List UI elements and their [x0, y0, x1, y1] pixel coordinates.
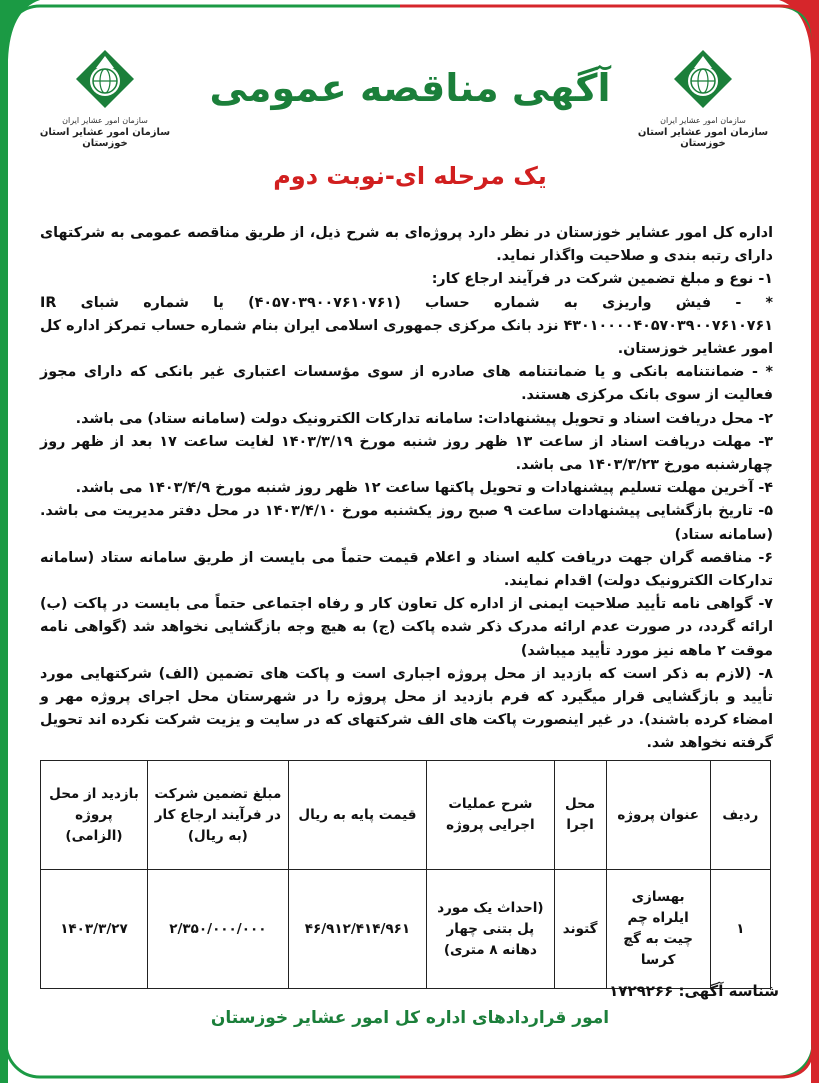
table-cell: ۱: [710, 870, 770, 989]
notice-body: [40, 222, 773, 756]
table-cell: ۱۴۰۳/۳/۲۷: [41, 870, 148, 989]
logo-org-line2: سازمان امور عشایر استان خوزستان: [39, 127, 171, 149]
project-table: [40, 760, 771, 989]
table-header-row: [41, 761, 771, 870]
table-cell: گتوند: [554, 870, 606, 989]
table-header-cell: ردیف: [710, 761, 770, 870]
body-paragraph: ۱- نوع و مبلغ تضمین شرکت در فرآیند ارجاع کار:: [431, 271, 773, 288]
table-header-cell: محل اجرا: [554, 761, 606, 870]
table-cell: ۲/۳۵۰/۰۰۰/۰۰۰: [147, 870, 288, 989]
globe-emblem-icon: [672, 48, 734, 110]
body-paragraph: * - ضمانتنامه بانکی و یا ضمانتنامه های صادره از سوی مؤسسات اعتباری غیر بانکی که دارای مجوز فعالیت از سوی بانک مرکزی هستند.: [40, 364, 773, 404]
table-cell: ۴۶/۹۱۲/۴۱۴/۹۶۱: [288, 870, 426, 989]
logo-left: [30, 48, 180, 149]
logo-org-line1: سازمان امور عشایر ایران: [660, 116, 746, 125]
table-header-cell: بازدید از محل پروژه (الزامی): [41, 761, 148, 870]
body-paragraph: ۵- تاریخ بازگشایی پیشنهادات ساعت ۹ صبح روز یکشنبه مورخ ۱۴۰۳/۴/۱۰ در محل دفتر مدیریت می باشد. (سامانه ستاد): [40, 503, 773, 543]
table-header-cell: عنوان پروژه: [606, 761, 710, 870]
body-paragraph: ۲- محل دریافت اسناد و تحویل پیشنهادات: سامانه تدارکات الکترونیک دولت (سامانه ستاد) می باشد.: [75, 410, 773, 427]
page-title: آگهی مناقصه عمومی: [209, 66, 611, 110]
logo-org-line2: سازمان امور عشایر استان خوزستان: [637, 127, 769, 149]
ad-identifier: شناسه آگهی: ۱۷۲۹۲۶۶: [609, 982, 779, 1000]
logo-org-line1: سازمان امور عشایر ایران: [62, 116, 148, 125]
globe-emblem-icon: [74, 48, 136, 110]
page-subtitle: یک مرحله ای-نوبت دوم: [273, 162, 547, 190]
body-paragraph: ۳- مهلت دریافت اسناد از ساعت ۱۳ ظهر روز شنبه مورخ ۱۴۰۳/۳/۱۹ لغایت ساعت ۱۷ بعد از ظهر روز چهارشنبه مورخ ۱۴۰۳/۳/۲۳ می باشد.: [40, 433, 773, 474]
table-cell: بهسازی ایلراه چم چیت به گچ کرسا: [606, 870, 710, 989]
body-paragraph: اداره کل امور عشایر خوزستان در نظر دارد پروژه‌ای به شرح ذیل، از طریق مناقصه عمومی به شرکتهای دارای رتبه بندی و صلاحیت واگذار نماید.: [40, 225, 773, 265]
body-paragraph: ۸- (لازم به ذکر است که بازدید از محل پروژه اجباری است و پاکت های تضمین (الف) شرکتهایی مورد تأیید و بازگشایی قرار میگیرد که فرم بازدید از محل پروژه را در شهرستان محل اجرای پروژه مهر و امضاء کرده باشند). در غیر اینصورت پاکت های الف شرکتهای که در سایت و یزیت شرکت نکرده اند تحویل گرفته نخواهد شد.: [40, 665, 773, 752]
body-paragraph: ۷- گواهی نامه تأیید صلاحیت ایمنی از اداره کل تعاون کار و رفاه اجتماعی حتماً می بایست در پاکت (ب) ارائه گردد، در صورت عدم ارائه مدرک ذکر شده پاکت (ج) به هیچ وجه بازگشایی نخواهد شد (گواهی نامه موقت ۲ ماهه نیز مورد تأیید میباشد): [40, 596, 773, 659]
table-header-cell: شرح عملیات اجرایی پروژه: [427, 761, 554, 870]
table-row: [41, 870, 771, 989]
table-cell: (احداث یک مورد پل بتنی چهار دهانه ۸ متری): [427, 870, 554, 989]
body-paragraph: * - فیش واریزی به شماره حساب (۴۰۵۷۰۳۹۰۰۷۶۱۰۷۶۱) یا شماره شبای IR ۴۳۰۱۰۰۰۰۴۰۵۷۰۳۹۰۰۷۶۱۰۷۶۱ نزد بانک مرکزی جمهوری اسلامی ایران بنام شماره حساب تمرکز اداره کل امور عشایر خوزستان.: [40, 294, 773, 358]
body-paragraph: ۶- مناقصه گران جهت دریافت کلیه اسناد و اعلام قیمت حتماً می بایست از طریق سامانه ستاد (سامانه تدارکات الکترونیک دولت) اقدام نمایند.: [40, 549, 773, 590]
table-header-cell: مبلغ تضمین شرکت در فرآیند ارجاع کار (به ریال): [147, 761, 288, 870]
body-paragraph: ۴- آخرین مهلت تسلیم پیشنهادات و تحویل پاکتها ساعت ۱۲ ظهر روز شنبه مورخ ۱۴۰۳/۴/۹ می باشد.: [75, 480, 773, 497]
table-header-cell: قیمت پایه به ریال: [288, 761, 426, 870]
footer-signature: امور قراردادهای اداره کل امور عشایر خوزستان: [210, 1008, 610, 1028]
